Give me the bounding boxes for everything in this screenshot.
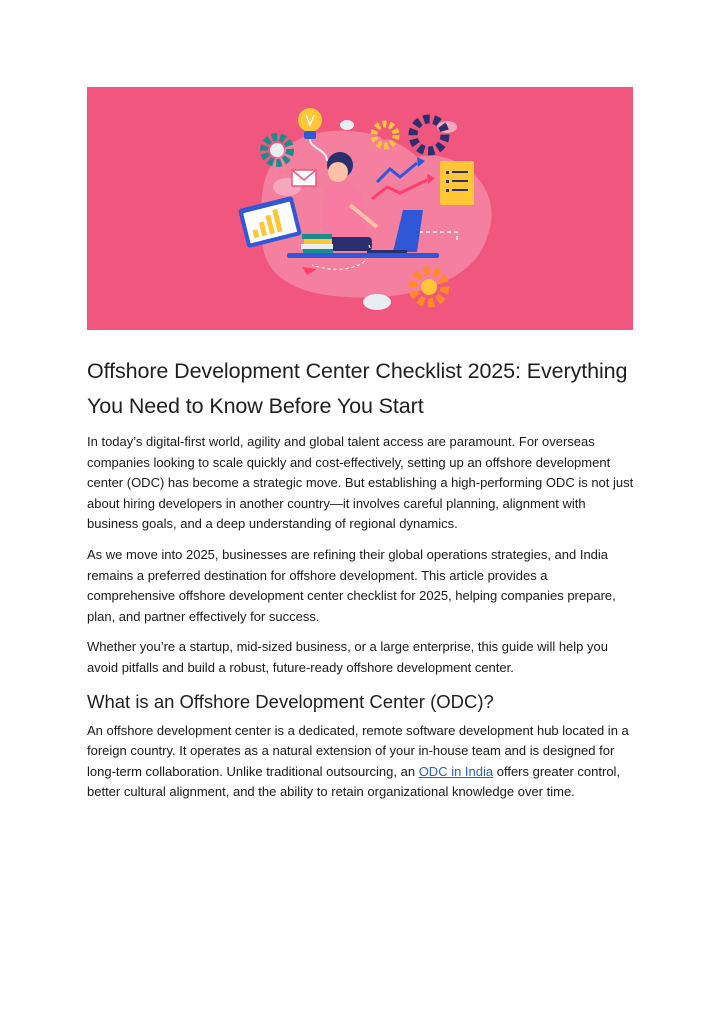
- intro-paragraph: In today’s digital-first world, agility and global talent access are paramount. For overseas companies looking to scale quickly and cost-effectively, setting up an offshore development center (ODC) has become a strategic move. But establishing a high-performing ODC is not just about hiring developers in another country—it involves careful planning, alignment with business goals, and a deep understanding of regional dynamics.: [87, 434, 634, 532]
- article-title: Offshore Development Center Checklist 2025: Everything You Need to Know Before You Start: [87, 359, 628, 418]
- hero-illustration: [87, 87, 633, 330]
- article: [87, 354, 637, 813]
- section-text: offers greater control, better cultural alignment, and the ability to retain organizational knowledge over time.: [87, 763, 621, 800]
- body-paragraph: Whether you’re a startup, mid-sized business, or a large enterprise, this guide will help you avoid pitfalls and build a robust, future-ready offshore development center.: [87, 639, 608, 675]
- checklist-icon: [440, 161, 474, 205]
- odc-in-india-link[interactable]: ODC in India: [418, 763, 494, 779]
- body-paragraph: As we move into 2025, businesses are refining their global operations strategies, and India remains a preferred destination for offshore development. This article provides a comprehensive offshore development center checklist for 2025, helping companies prepare, plan, and partner effectively for success.: [87, 546, 616, 624]
- section-paragraph: [87, 721, 637, 803]
- envelope-icon: [292, 170, 316, 186]
- desk: [287, 253, 439, 258]
- section-heading: What is an Offshore Development Center (ODC)?: [87, 690, 494, 712]
- section-text: An offshore development center is a dedicated, remote software development hub located in a foreign country. It operates as a natural extension of your in-house team and is designed for long-term collaboration. Unlike traditional outsourcing, an: [87, 722, 629, 779]
- books-icon: [301, 234, 333, 253]
